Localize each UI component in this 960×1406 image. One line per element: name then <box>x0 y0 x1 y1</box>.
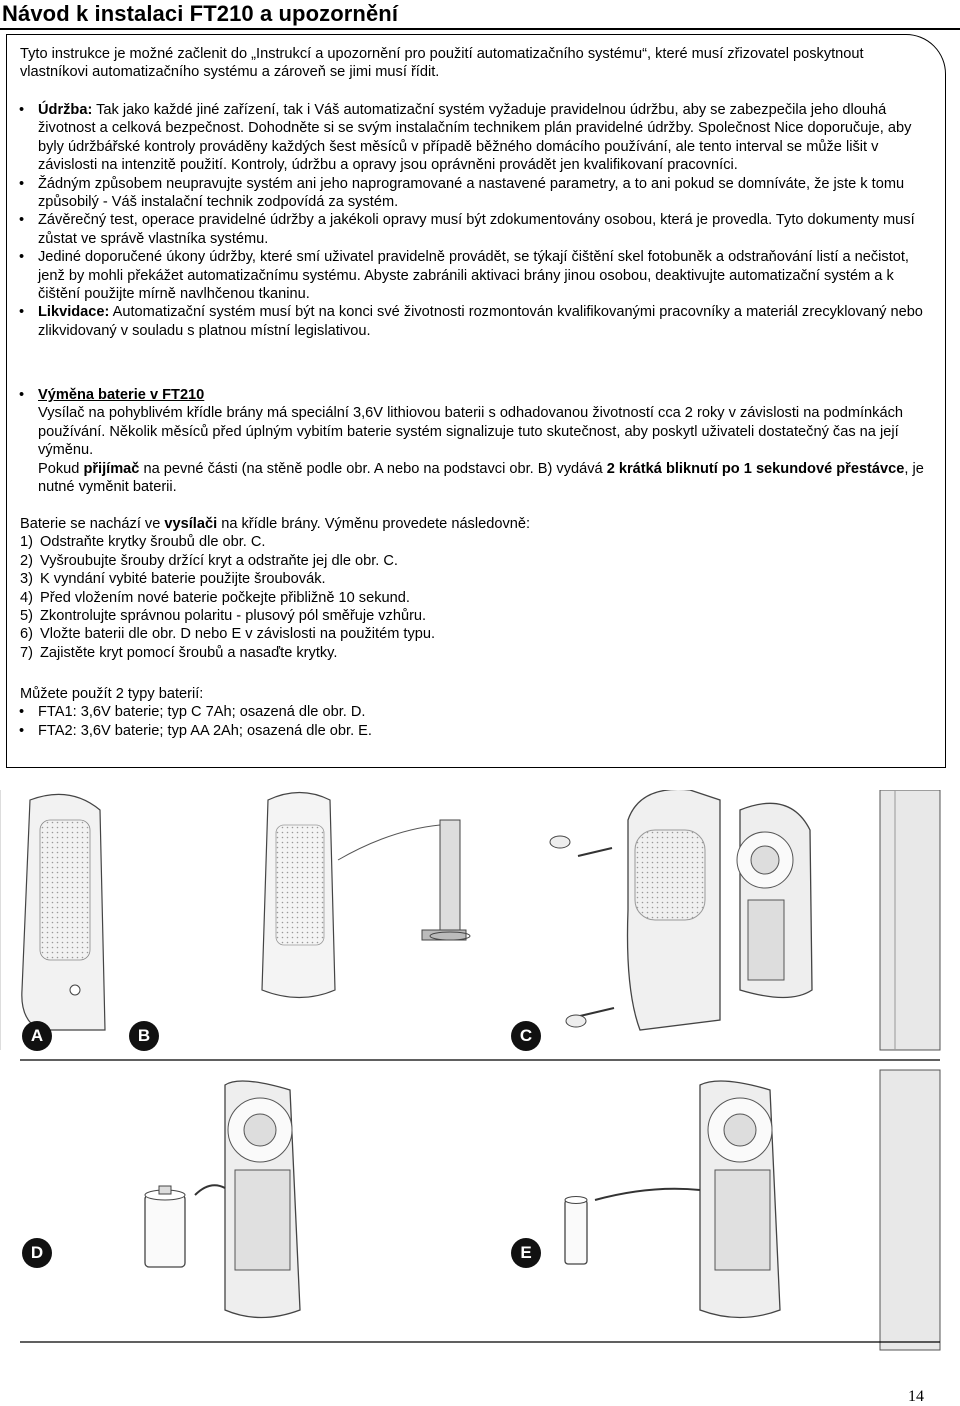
step-text: Odstraňte krytky šroubů dle obr. C. <box>40 534 266 551</box>
step-text: Zkontrolujte správnou polaritu - plusový pól směřuje vzhůru. <box>40 608 427 625</box>
step-item <box>20 607 932 625</box>
text-fragment: na pevné části (na stěně podle obr. A nebo na podstavci obr. B) vydává <box>139 460 607 477</box>
step-text: Vyšroubujte šrouby držící kryt a odstraňte jej dle obr. C. <box>40 552 398 569</box>
screw-icon <box>578 848 614 1016</box>
replace-lead <box>20 515 932 533</box>
warning-text: Žádným způsobem neupravujte systém ani jeho naprogramované a nastavené parametry, a to ani pokud se domníváte, že jste k tomu způsobilý - Váš instalační technik zodpovídá za systém. <box>38 175 905 211</box>
step-item <box>20 552 932 570</box>
intro-paragraph: Tyto instrukce je možné začlenit do „Instrukcí a upozornění pro použití automatizačního systému“, které musí zřizovatel poskytnout vlastníkovi automatizačního systému a zároveň se jimi musí řídit. <box>20 46 864 81</box>
warning-text: Automatizační systém musí být na konci své životnosti rozmontován kvalifikovanými pracovníky a materiál zrecyklovaný nebo zlikvidovaný v souladu s platnou místní legislativou. <box>38 304 923 339</box>
text-fragment: Pokud <box>38 460 84 477</box>
figure-b-post <box>262 793 470 998</box>
step-text: K vyndání vybité baterie použijte šroubovák. <box>40 571 326 588</box>
warning-text: Jediné doporučené úkony údržby, které smí uživatel pravidelně provádět, se týkají čištění skel fotobuněk a odstraňování listí a nečistot, jenž by mohli překážet automatizačnímu systému. Abyste zabránili aktivaci brány jinou osobou, deaktivujte automatizační systém a k čištění použijte mírně navlhčenou tkaninu. <box>38 249 909 303</box>
step-number: 6) <box>20 626 33 643</box>
warnings-list <box>20 101 932 340</box>
step-item <box>20 570 932 588</box>
battery-heading-item <box>20 386 932 404</box>
battery-paragraph-2 <box>20 460 932 497</box>
figure-e-battery-aa <box>565 1070 940 1350</box>
step-item <box>20 644 932 662</box>
warning-cleaning <box>20 248 932 303</box>
warning-disposal <box>20 303 932 340</box>
title-rule <box>0 28 960 30</box>
battery-types <box>20 685 932 740</box>
battery-paragraph-1: Vysílač na pohyblivém křídle brány má speciální 3,6V lithiovou baterii s odhadovanou životností cca 2 roky v závislosti na podmínkách používání. Několik měsíců před úplným vybitím baterie systém signalizuje tuto skutečnost, aby poskytl uživateli dostatečný čas na její výměnu. <box>38 405 903 459</box>
figure-c-transmitter <box>550 790 940 1050</box>
step-number: 3) <box>20 571 33 588</box>
battery-heading: Výměna baterie v FT210 <box>38 387 205 403</box>
step-number: 5) <box>20 608 33 625</box>
type-item: • FTA1: 3,6V baterie; typ C 7Ah; osazená dle obr. D. <box>20 703 932 721</box>
type-item: • FTA2: 3,6V baterie; typ AA 2Ah; osazená dle obr. E. <box>20 722 932 740</box>
step-item <box>20 533 932 551</box>
transmitter-term: vysílači <box>164 516 218 532</box>
blink-signal-term: 2 krátká bliknutí po 1 sekundové přestávce <box>606 460 905 477</box>
figure-label-d: D <box>22 1238 52 1268</box>
warning-maintenance <box>20 101 932 175</box>
warning-text: Závěrečný test, operace pravidelné údržby a jakékoli opravy musí být zdokumentovány osobou, která je provedla. Tyto dokumenty musí zůstat ve správě vlastníka systému. <box>38 212 915 247</box>
warning-label: Údržba: <box>38 102 93 118</box>
warning-text: Tak jako každé jiné zařízení, tak i Váš automatizační systém vyžaduje pravidelnou údržbu, aby se zabezpečila jeho dlouhá životnost a celková bezpečnost. Dohodněte si se svým instalačním technikem plán pravidelné údržby. Společnost Nice doporučuje, aby byly údržbářské kontroly prováděny každých šest měsíců v případě běžného domácího používání, ale tento interval se může lišit v závislosti na intenzitě použití. Kontroly, údržbu a opravy jsou oprávněni provádět jen kvalifikovaní pracovníci. <box>38 102 912 174</box>
step-item <box>20 589 932 607</box>
text-fragment: Baterie se nachází ve <box>20 516 165 532</box>
figure-label-e: E <box>511 1238 541 1268</box>
text-fragment: na křídle brány. Výměnu provedete následovně: <box>217 516 531 532</box>
step-number: 4) <box>20 589 33 606</box>
step-number: 2) <box>20 552 33 569</box>
replace-section <box>20 515 932 662</box>
step-number: 1) <box>20 534 33 551</box>
types-lead: Můžete použít 2 typy baterií: <box>20 686 204 702</box>
figure-d-battery-c <box>145 1081 300 1318</box>
page-number: 14 <box>908 1388 924 1405</box>
warning-documentation <box>20 211 932 248</box>
figure-label-a: A <box>22 1021 52 1051</box>
step-text: Před vložením nové baterie počkejte přibližně 10 sekund. <box>40 589 410 606</box>
warning-label: Likvidace: <box>38 304 110 321</box>
replace-steps <box>20 533 932 662</box>
step-number: 7) <box>20 644 33 661</box>
figure-label-b: B <box>129 1021 159 1051</box>
intro-text <box>20 45 930 82</box>
step-text: Vložte baterii dle obr. D nebo E v závislosti na použitém typu. <box>40 626 436 643</box>
step-text: Zajistěte kryt pomocí šroubů a nasaďte krytky. <box>40 644 338 661</box>
battery-section <box>20 386 932 496</box>
figure-a-receiver <box>0 790 105 1050</box>
warning-no-modify <box>20 175 932 212</box>
receiver-term: přijímač <box>83 460 140 477</box>
figures-illustration <box>0 790 960 1370</box>
page-title: Návod k instalaci FT210 a upozornění <box>2 1 399 26</box>
figure-label-c: C <box>511 1021 541 1051</box>
step-item <box>20 625 932 643</box>
text-fragment: , je nutné vyměnit baterii. <box>38 460 924 496</box>
